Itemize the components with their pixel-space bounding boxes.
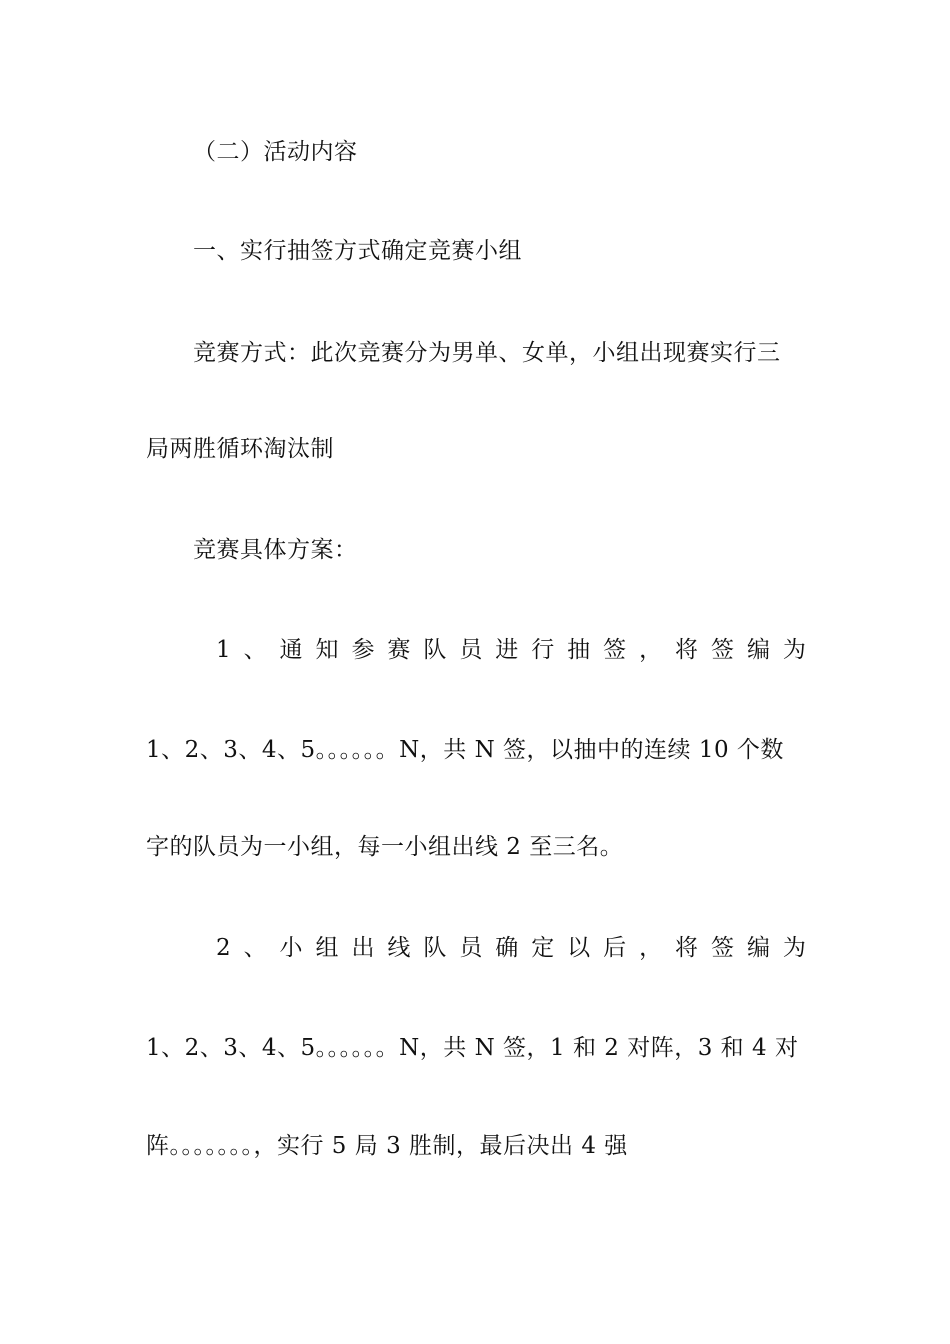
step1-token: 赛 xyxy=(387,637,411,663)
step1-line1 xyxy=(216,635,806,665)
step2-token: 小 xyxy=(279,935,303,961)
step2-token: 员 xyxy=(459,935,483,961)
step1-token: 抽 xyxy=(567,637,591,663)
step1-token: 员 xyxy=(459,637,483,663)
step2-line1 xyxy=(216,933,806,963)
competition-method-line2: 局两胜循环淘汰制 xyxy=(146,436,334,462)
step2-token: 线 xyxy=(387,935,411,961)
step1-token: 队 xyxy=(423,637,447,663)
step2-token: 编 xyxy=(746,935,770,961)
step2-token: 定 xyxy=(531,935,555,961)
plan-heading: 竞赛具体方案： xyxy=(193,537,358,563)
step1-token: 知 xyxy=(315,637,339,663)
step1-token: 1 xyxy=(216,637,231,663)
step2-token: 签 xyxy=(710,935,734,961)
step1-token: 参 xyxy=(351,637,375,663)
step1-token: 签 xyxy=(603,637,627,663)
step2-token: 出 xyxy=(351,935,375,961)
step2-token: 、 xyxy=(243,935,267,961)
item-heading: 一、实行抽签方式确定竞赛小组 xyxy=(193,238,522,264)
step2-token: ， xyxy=(639,935,663,961)
section-heading: （二）活动内容 xyxy=(193,139,358,165)
step2-line2: 1、2、3、4、5。。。。。。N，共 N 签，1 和 2 对阵，3 和 4 对 xyxy=(146,1035,799,1061)
step1-token: 、 xyxy=(243,637,267,663)
step1-token: 编 xyxy=(746,637,770,663)
step2-token: 为 xyxy=(782,935,806,961)
step2-token: 队 xyxy=(423,935,447,961)
step1-token: ， xyxy=(639,637,663,663)
step2-token: 以 xyxy=(567,935,591,961)
step2-token: 将 xyxy=(675,935,699,961)
step1-token: 为 xyxy=(782,637,806,663)
step1-token: 将 xyxy=(675,637,699,663)
step2-token: 后 xyxy=(603,935,627,961)
step1-line2: 1、2、3、4、5。。。。。。N，共 N 签，以抽中的连续 10 个数 xyxy=(146,737,784,763)
step1-token: 进 xyxy=(495,637,519,663)
step2-line3: 阵。。。。。。。，实行 5 局 3 胜制，最后决出 4 强 xyxy=(146,1133,628,1159)
step2-token: 组 xyxy=(315,935,339,961)
step1-token: 通 xyxy=(279,637,303,663)
step1-token: 签 xyxy=(710,637,734,663)
step1-line3: 字的队员为一小组，每一小组出线 2 至三名。 xyxy=(146,834,624,860)
step1-token: 行 xyxy=(531,637,555,663)
competition-method-line1: 竞赛方式：此次竞赛分为男单、女单，小组出现赛实行三 xyxy=(193,340,781,366)
step2-token: 2 xyxy=(216,935,231,961)
step2-token: 确 xyxy=(495,935,519,961)
